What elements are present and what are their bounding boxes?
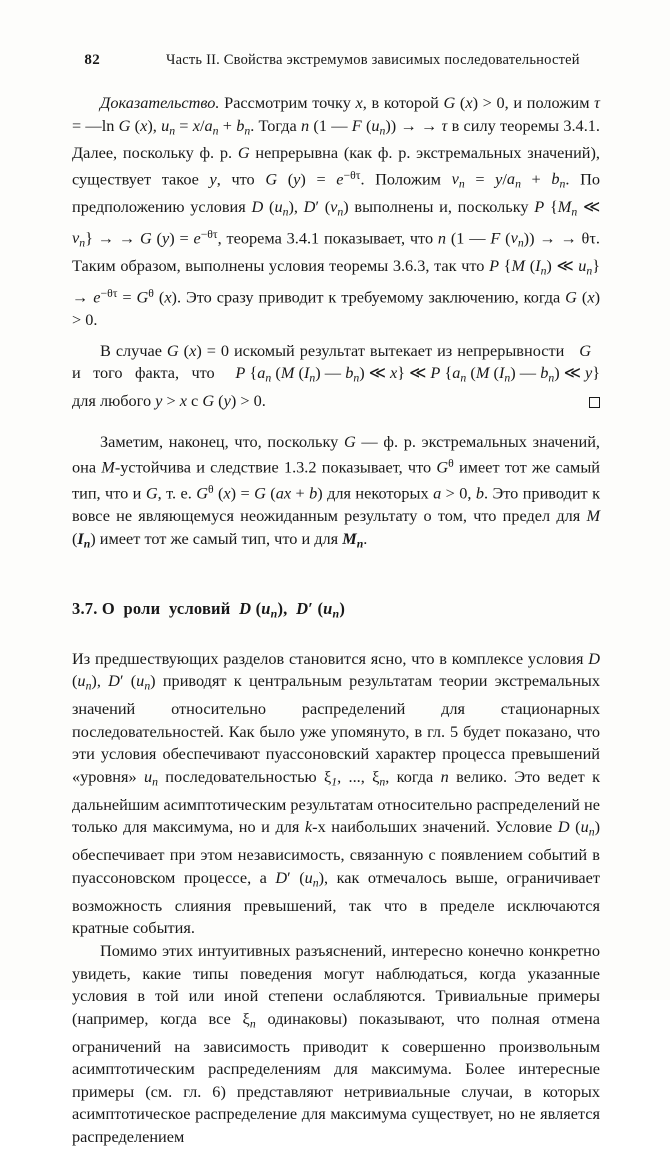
running-title: Часть II. Свойства экстремумов зависимых последовательностей bbox=[166, 52, 580, 68]
page-content bbox=[72, 92, 600, 1149]
paragraph-section-intro: Из предшествующих разделов становится ясно, что в комплексе условия D $(u_n)$, D′ $(u_n)$ приводят к центральным результатам теории экстремальных значений относительно распределений для стационарных последовательностей. Как было уже упомянуто, в гл. 5 будет показано, что эти условия обеспечивают пуассоновский характер процесса превышений «уровня» $u_n$ последовательностью $\xi_1$, ..., $\xi_n$, когда n велико. Это ведет к дальнейшим асимптотическим результатам относительно распределений не только для максимума, но и для k-х наибольших значений. Условие D $(u_n)$ обеспечивает при этом независимость, связанную с появлением событий в пуассоновском процессе, а D′ $(u_n)$, как отмечалось выше, ограничивает возможность слияния превышений, так что в пределе исключаются кратные события. bbox=[72, 648, 600, 938]
proof-end-square bbox=[589, 397, 600, 408]
page-header bbox=[0, 52, 670, 69]
paragraph-section-second: Помимо этих интуитивных разъяснений, интересно конечно конкретно увидеть, какие типы поведения могут наблюдаться, когда указанные условия в той или иной степени ослабляются. Тривиальные примеры (например, когда все $\xi_n$ одинаковы) показывают, что полная отмена ограничений на зависимость приводит к совершенно произвольным асимптотическим распределениям для максимума. Более интересные примеры (см. гл. 6) представляют нетривиальные случаи, в которых асимптотическое распределение для максимума существует, но не является распределением bbox=[72, 940, 600, 1146]
paragraph-remark: Заметим, наконец, что, поскольку G — ф. р. экстремальных значений, она M-устойчива и следствие 1.3.2 показывает, что $G^\theta$ имеет тот же самый тип, что и G, т. е. $G^\theta$ (x) = G (ax + b) для некоторых a > 0, b. Это приводит к вовсе не являющемуся неожиданным результату о том, что предел для M $(I_n)$ имеет тот же самый тип, что и для $M_n$. bbox=[72, 431, 600, 550]
page-number: 82 bbox=[84, 52, 100, 68]
paragraph-case-g-zero: В случае G (x) = 0 искомый результат вытекает из непрерывности G и того факта, что P {$a_n$ (M $(I_n)$ — $b_n$) ≪ x} ≪ P {$a_n$ (M $(I_n)$ — $b_n$) ≪ y} для любого y > x с G (y) > 0. bbox=[72, 340, 601, 411]
paragraph-proof: Доказательство. Рассмотрим точку x, в которой G (x) > 0, и положим τ = —ln G (x), $u_n = x/a_n + b_n$. Тогда n (1 — F $(u_n)$) → → τ в силу теоремы 3.4.1. Далее, поскольку ф. р. G непрерывна (как ф. р. экстремальных значений), существует такое y, что G $(y) = e^{-\theta\tau}$. Положим $v_n = y/a_n + b_n$. По предположению условия D $(u_n)$, D′ $(v_n)$ выполнены и, поскольку P {$M_n$ ≪ $v_n$} → → G $(y) = e^{-\theta\tau}$, теорема 3.4.1 показывает, что n (1 — F $(v_n)$) → → θτ. Таким образом, выполнены условия теоремы 3.6.3, так что P {M $(I_n)$ ≪ $u_n\} \to e^{-\theta\tau} = G^\theta$ (x). Это сразу приводит к требуемому заключению, когда G (x) > 0. bbox=[72, 93, 601, 329]
section-heading: 3.7. О роли условий D $(u_n)$, D′ $(u_n)$ bbox=[72, 599, 346, 621]
